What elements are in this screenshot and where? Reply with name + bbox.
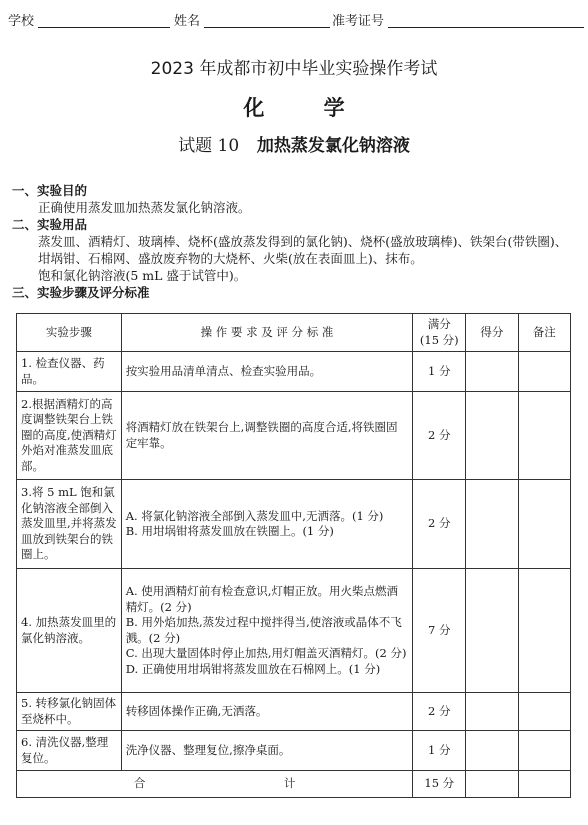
score-cell[interactable] (466, 480, 518, 569)
total-remark-cell[interactable] (518, 771, 570, 798)
table-row (17, 480, 571, 569)
topic-number: 试题 10 (178, 136, 240, 156)
scoring-table (16, 313, 571, 798)
step-cell: 4. 加热蒸发皿里的氯化钠溶液。 (17, 569, 122, 693)
table-row (17, 392, 571, 480)
exam-title: 2023 年成都市初中毕业实验操作考试 (150, 59, 438, 79)
score-cell[interactable] (466, 693, 518, 731)
name-blank[interactable] (204, 27, 330, 28)
header-step: 实验步骤 (17, 314, 122, 352)
criteria-cell: 将酒精灯放在铁架台上,调整铁圈的高度合适,将铁圈固定牢靠。 (121, 392, 413, 480)
score-cell[interactable] (466, 731, 518, 771)
points-cell: 2 分 (413, 480, 466, 569)
points-cell: 1 分 (413, 731, 466, 771)
total-score-cell[interactable] (466, 771, 518, 798)
total-row (17, 771, 571, 798)
points-cell: 2 分 (413, 693, 466, 731)
table-header-row (17, 314, 571, 352)
topic-name: 加热蒸发氯化钠溶液 (256, 136, 410, 156)
sections-block (12, 182, 578, 301)
remark-cell[interactable] (518, 693, 570, 731)
remark-cell[interactable] (518, 731, 570, 771)
step-cell: 6. 清洗仪器,整理复位。 (17, 731, 122, 771)
criteria-cell: 按实验用品清单清点、检查实验用品。 (121, 352, 413, 392)
remark-cell[interactable] (518, 569, 570, 693)
criteria-cell: A. 使用酒精灯前有检查意识,灯帽正放。用火柴点燃酒精灯。(2 分) B. 用外焰加热,蒸发过程中搅拌得当,使溶液或晶体不飞溅。(2 分) C. 出现大量固体时停止加热,用灯帽盖灭酒精灯。(2 分) D. 正确使用坩埚钳将蒸发皿放在石棉网上。(1 分) (121, 569, 413, 693)
criteria-cell: 转移固体操作正确,无洒落。 (121, 693, 413, 731)
remark-cell[interactable] (518, 392, 570, 480)
solution-text: 饱和氯化钠溶液(5 mL 盛于试管中)。 (38, 268, 247, 283)
criteria-cell: A. 将氯化钠溶液全部倒入蒸发皿中,无洒落。(1 分) B. 用坩埚钳将蒸发皿放在铁圈上。(1 分) (121, 480, 413, 569)
table-row (17, 352, 571, 392)
step-cell: 3.将 5 mL 饱和氯化钠溶液全部倒入蒸发皿里,并将蒸发皿放到铁架台的铁圈上。 (17, 480, 122, 569)
steps-heading: 三、实验步骤及评分标准 (12, 285, 150, 300)
criteria-cell: 洗净仪器、整理复位,擦净桌面。 (121, 731, 413, 771)
points-cell: 2 分 (413, 392, 466, 480)
exam-number-blank[interactable] (388, 27, 584, 28)
points-cell: 1 分 (413, 352, 466, 392)
step-cell: 2.根据酒精灯的高度调整铁架台上铁圈的高度,使酒精灯外焰对准蒸发皿底部。 (17, 392, 122, 480)
points-cell: 7 分 (413, 569, 466, 693)
exam-number-label: 准考证号 (332, 14, 385, 29)
school-label: 学校 (8, 14, 35, 29)
header-score: 得分 (466, 314, 518, 352)
remark-cell[interactable] (518, 352, 570, 392)
materials-text: 蒸发皿、酒精灯、玻璃棒、烧杯(盛放蒸发得到的氯化钠)、烧杯(盛放玻璃棒)、铁架台(带铁圈)、坩埚钳、石棉网、盛放废弃物的大烧杯、火柴(放在表面皿上)、抹布。 (38, 234, 568, 266)
name-label: 姓名 (174, 14, 201, 29)
header-remark: 备注 (518, 314, 570, 352)
total-points-cell: 15 分 (413, 771, 466, 798)
school-blank[interactable] (38, 27, 170, 28)
materials-heading: 二、实验用品 (12, 217, 88, 232)
step-cell: 1. 检查仪器、药品。 (17, 352, 122, 392)
table-row (17, 569, 571, 693)
remark-cell[interactable] (518, 480, 570, 569)
purpose-text: 正确使用蒸发皿加热蒸发氯化钠溶液。 (38, 200, 251, 215)
score-cell[interactable] (466, 569, 518, 693)
candidate-info-line (8, 8, 584, 30)
header-full-score: 满分 (15 分) (413, 314, 466, 352)
topic-title (0, 131, 588, 156)
total-label: 合 计 (17, 771, 413, 798)
purpose-heading: 一、实验目的 (12, 183, 88, 198)
subject-title: 化 学 (243, 96, 371, 120)
header-criteria: 操 作 要 求 及 评 分 标 准 (121, 314, 413, 352)
score-cell[interactable] (466, 392, 518, 480)
score-cell[interactable] (466, 352, 518, 392)
table-row (17, 731, 571, 771)
step-cell: 5. 转移氯化钠固体至烧杯中。 (17, 693, 122, 731)
table-row (17, 693, 571, 731)
